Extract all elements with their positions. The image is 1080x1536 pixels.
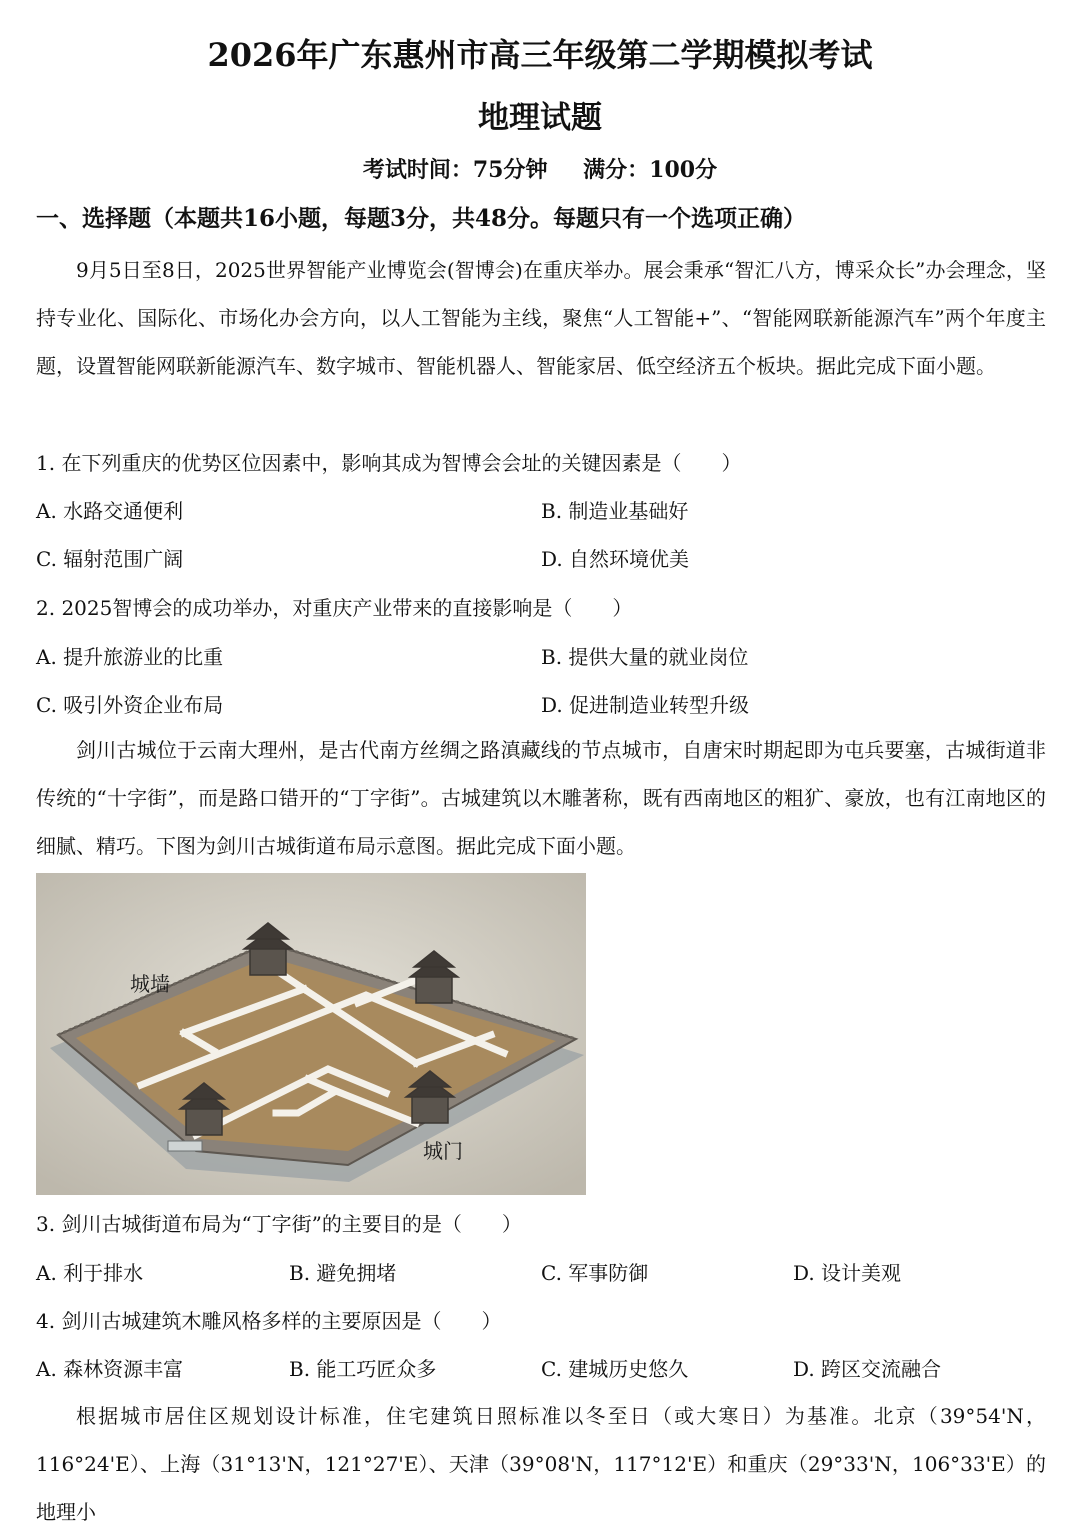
passage-1: 9月5日至8日，2025世界智能产业博览会(智博会)在重庆举办。展会秉承“智汇八方，博采众长”办会理念，坚持专业化、国际化、市场化办会方向，以人工智能为主线，聚焦“人工智能+”、“智能网联新能源汽车”两个年度主题，设置智能网联新能源汽车、数字城市、智能机器人、智能家居、低空经济五个板块。据此完成下面小题。 [36,258,1046,378]
label-city-wall: 城墙 [130,972,170,996]
street-layout-figure [36,873,586,1195]
question-3-stem: 3. 剑川古城街道布局为“丁字街”的主要目的是（ ） [36,1212,522,1236]
question-4-option-c: C. 建城历史悠久 [541,1357,689,1381]
question-1-option-c: C. 辐射范围广阔 [36,547,184,571]
label-city-gate: 城门 [423,1139,463,1163]
exam-info [0,153,1080,184]
question-3-option-d: D. 设计美观 [793,1261,902,1285]
question-3-option-a: A. 利于排水 [36,1261,144,1285]
question-3-option-c: C. 军事防御 [541,1261,649,1285]
question-4-option-b: B. 能工巧匠众多 [289,1357,437,1381]
question-1-option-a: A. 水路交通便利 [36,499,184,523]
question-4-stem: 4. 剑川古城建筑木雕风格多样的主要原因是（ ） [36,1309,502,1333]
question-4-option-a: A. 森林资源丰富 [36,1357,184,1381]
exam-time: 考试时间：75分钟 [362,157,548,183]
passage-2: 剑川古城位于云南大理州，是古代南方丝绸之路滇藏线的节点城市，自唐宋时期起即为屯兵要塞，古城街道非传统的“十字街”，而是路口错开的“丁字街”。古城建筑以木雕著称，既有西南地区的粗犷、豪放，也有江南地区的细腻、精巧。下图为剑川古城街道布局示意图。据此完成下面小题。 [36,738,1046,858]
gate-bridge [168,1141,202,1151]
question-1-option-b: B. 制造业基础好 [541,499,689,523]
question-2-option-b: B. 提供大量的就业岗位 [541,645,749,669]
question-2-option-a: A. 提升旅游业的比重 [36,645,224,669]
full-score: 满分：100分 [583,157,718,183]
passage-3: 根据城市居住区规划设计标准，住宅建筑日照标准以冬至日（或大寒日）为基准。北京（39°54'N，116°24'E）、上海（31°13'N，121°27'E）、天津（39°08'N，117°12'E）和重庆（29°33'N，106°33'E）的地理小 [36,1404,1046,1524]
question-1-option-d: D. 自然环境优美 [541,547,690,571]
question-1-stem: 1. 在下列重庆的优势区位因素中，影响其成为智博会会址的关键因素是（ ） [36,451,742,475]
question-2-stem: 2. 2025智博会的成功举办，对重庆产业带来的直接影响是（ ） [36,596,633,620]
subject-title: 地理试题 [478,100,602,136]
question-3-option-b: B. 避免拥堵 [289,1261,397,1285]
question-4-option-d: D. 跨区交流融合 [793,1357,942,1381]
question-2-option-d: D. 促进制造业转型升级 [541,693,750,717]
section-heading: 一、选择题（本题共16小题，每题3分，共48分。每题只有一个选项正确） [36,205,807,232]
exam-title: 2026年广东惠州市高三年级第二学期模拟考试 [207,36,873,74]
question-2-option-c: C. 吸引外资企业布局 [36,693,224,717]
